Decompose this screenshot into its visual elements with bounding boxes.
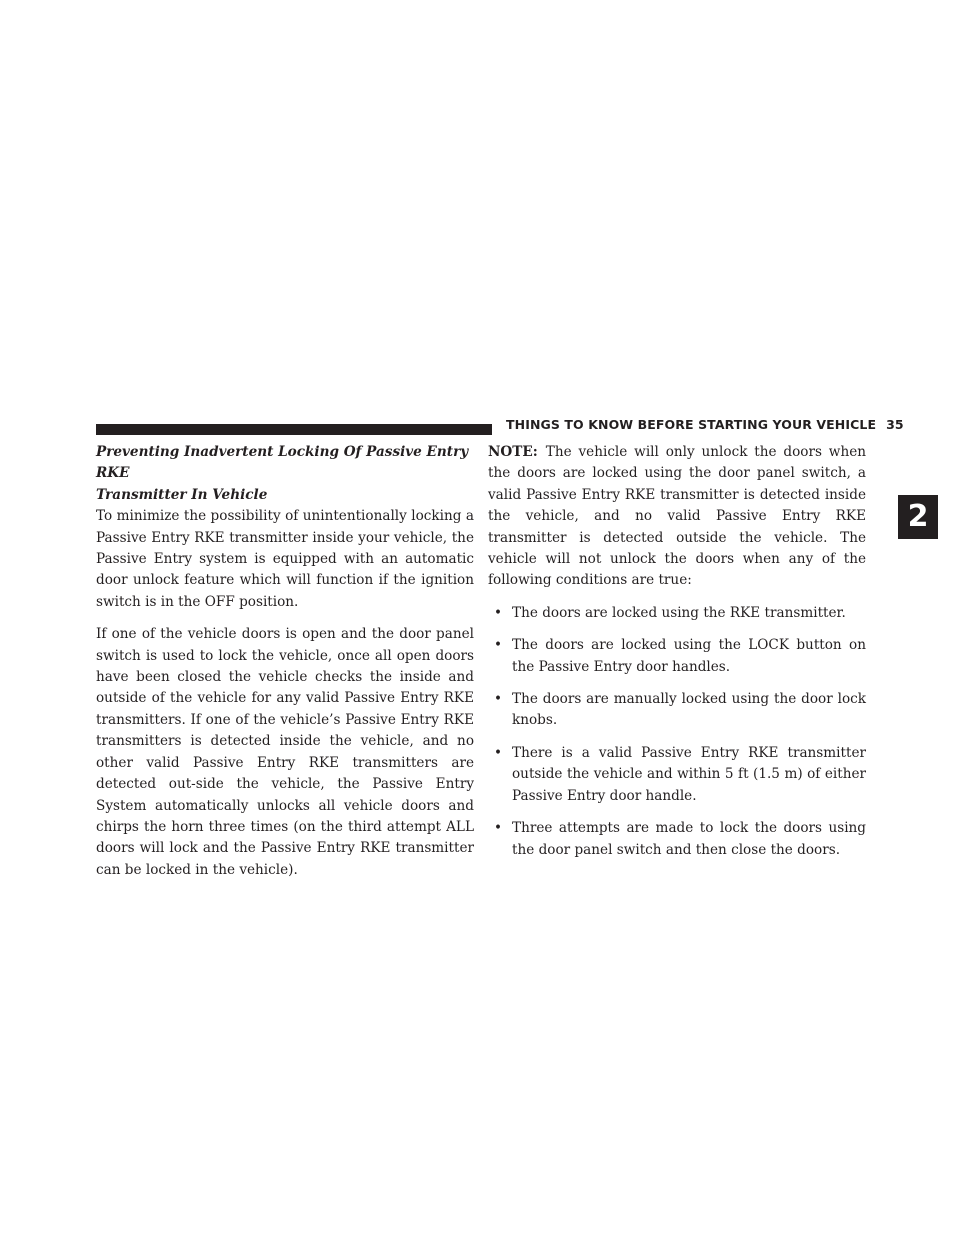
paragraph-auto-unlock: To minimize the possibility of unintentionally locking a Passive Entry RKE transmitter inside your vehicle, the Passive Entry system is equipped with an automatic door unlock feature which will function if the ignition switch is in the OFF position. (96, 508, 474, 610)
chapter-tab: 2 (898, 495, 938, 539)
list-item-text: There is a valid Passive Entry RKE transmitter outside the vehicle and within 5 ft (1.5 m) of either Passive Entry door handle. (512, 744, 866, 804)
subheading-line-1: Preventing Inadvertent Locking Of Passive Entry RKE (96, 444, 469, 482)
note-text: The vehicle will only unlock the doors when the doors are locked using the door panel switch, a valid Passive Entry RKE transmitter is detected inside the vehicle, and no valid Passive Entry RKE transmitter is detected outside the vehicle. The vehicle will not unlock the doors when any of the following conditions are true: (488, 444, 866, 589)
paragraph-door-check: If one of the vehicle doors is open and the door panel switch is used to lock the vehicle, once all open doors have been closed the vehicle checks the inside and outside of the vehicle for any valid Passive Entry RKE transmitters. If one of the vehicle’s Passive Entry RKE transmitters is detected inside the vehicle, and no other valid Passive Entry RKE transmitters are detected out-side the vehicle, the Passive Entry System automatically unlocks all vehicle doors and chirps the horn three times (on the third attempt ALL doors will lock and the Passive Entry RKE transmitter can be locked in the vehicle). (96, 626, 474, 878)
bullet-icon: • (494, 604, 503, 621)
conditions-list (488, 603, 866, 861)
section-title: THINGS TO KNOW BEFORE STARTING YOUR VEHICLE (506, 417, 877, 432)
note-paragraph (488, 442, 866, 592)
list-item-text: The doors are manually locked using the door lock knobs. (512, 691, 866, 729)
list-item (488, 743, 866, 807)
list-item (488, 603, 866, 624)
bullet-icon: • (494, 691, 503, 708)
right-column (488, 442, 866, 872)
list-item-text: Three attempts are made to lock the doors using the door panel switch and then close the doors. (512, 820, 866, 858)
left-column (96, 442, 474, 892)
list-item-text: The doors are locked using the RKE transmitter. (512, 604, 846, 621)
list-item (488, 635, 866, 678)
list-item-text: The doors are locked using the LOCK button on the Passive Entry door handles. (512, 637, 866, 675)
bullet-icon: • (494, 744, 503, 761)
list-item (488, 689, 866, 732)
running-header (506, 417, 904, 432)
bullet-icon: • (494, 820, 503, 837)
note-label: NOTE: (488, 444, 538, 460)
subheading-line-2: Transmitter In Vehicle (96, 486, 268, 503)
bullet-icon: • (494, 637, 503, 654)
page-number: 35 (886, 417, 904, 432)
header-rule-bar (96, 424, 492, 435)
list-item (488, 818, 866, 861)
subheading (96, 442, 474, 506)
